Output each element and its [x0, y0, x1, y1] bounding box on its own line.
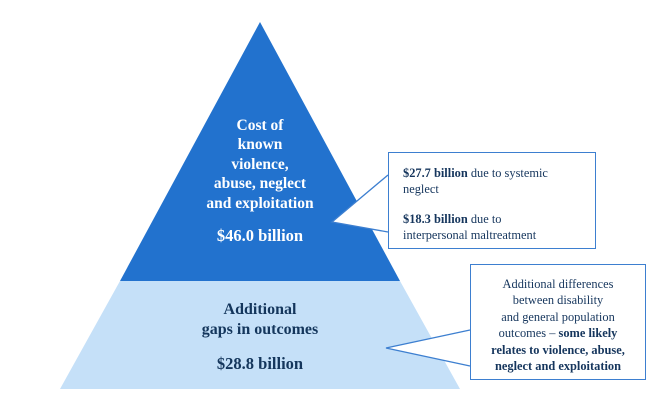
- bottom-callout-bold-1: some likely: [558, 326, 618, 341]
- pyramid-bottom-tier: [60, 281, 460, 389]
- top-tier-label-line-2: known: [237, 136, 283, 154]
- pyramid-top-tier: [120, 22, 400, 281]
- bottom-tier-label-line-1: Additional: [223, 301, 297, 318]
- top-callout-text-1: due to systemic: [467, 166, 548, 180]
- top-callout-line-1: [403, 165, 583, 198]
- bottom-tier-label-line-2: gaps in outcomes: [201, 321, 319, 338]
- bottom-callout-line-2: between disability: [512, 293, 604, 308]
- top-tier-label-line-4: abuse, neglect: [213, 175, 307, 193]
- bottom-callout-line-4: [481, 325, 635, 341]
- top-callout-amount-2: $18.3 billion: [403, 211, 468, 226]
- top-callout-text-2: due to: [467, 211, 502, 226]
- bottom-callout-line-3: and general population: [501, 309, 615, 324]
- top-tier-value: $46.0 billion: [216, 226, 304, 245]
- bottom-callout-bold-3: neglect and exploitation: [495, 358, 621, 373]
- top-tier-label-line-3: violence,: [231, 155, 289, 173]
- bottom-callout-bold-2: relates to violence, abuse,: [491, 342, 625, 357]
- top-tier-label-line-5: and exploitation: [206, 194, 314, 212]
- top-callout-text-1-cont: neglect: [403, 182, 439, 197]
- top-callout-box: [388, 152, 596, 249]
- top-callout-line-2: [403, 211, 583, 244]
- bottom-callout-line-1: Additional differences: [502, 277, 614, 291]
- top-callout-text-2-cont: interpersonal maltreatment: [403, 228, 537, 243]
- bottom-tier-value: $28.8 billion: [216, 354, 304, 373]
- top-tier-label-line-1: Cost of: [236, 117, 284, 134]
- bottom-callout-box: [470, 264, 646, 380]
- bottom-callout-text-4: outcomes –: [498, 326, 559, 341]
- top-callout-amount-1: $27.7 billion: [403, 166, 468, 180]
